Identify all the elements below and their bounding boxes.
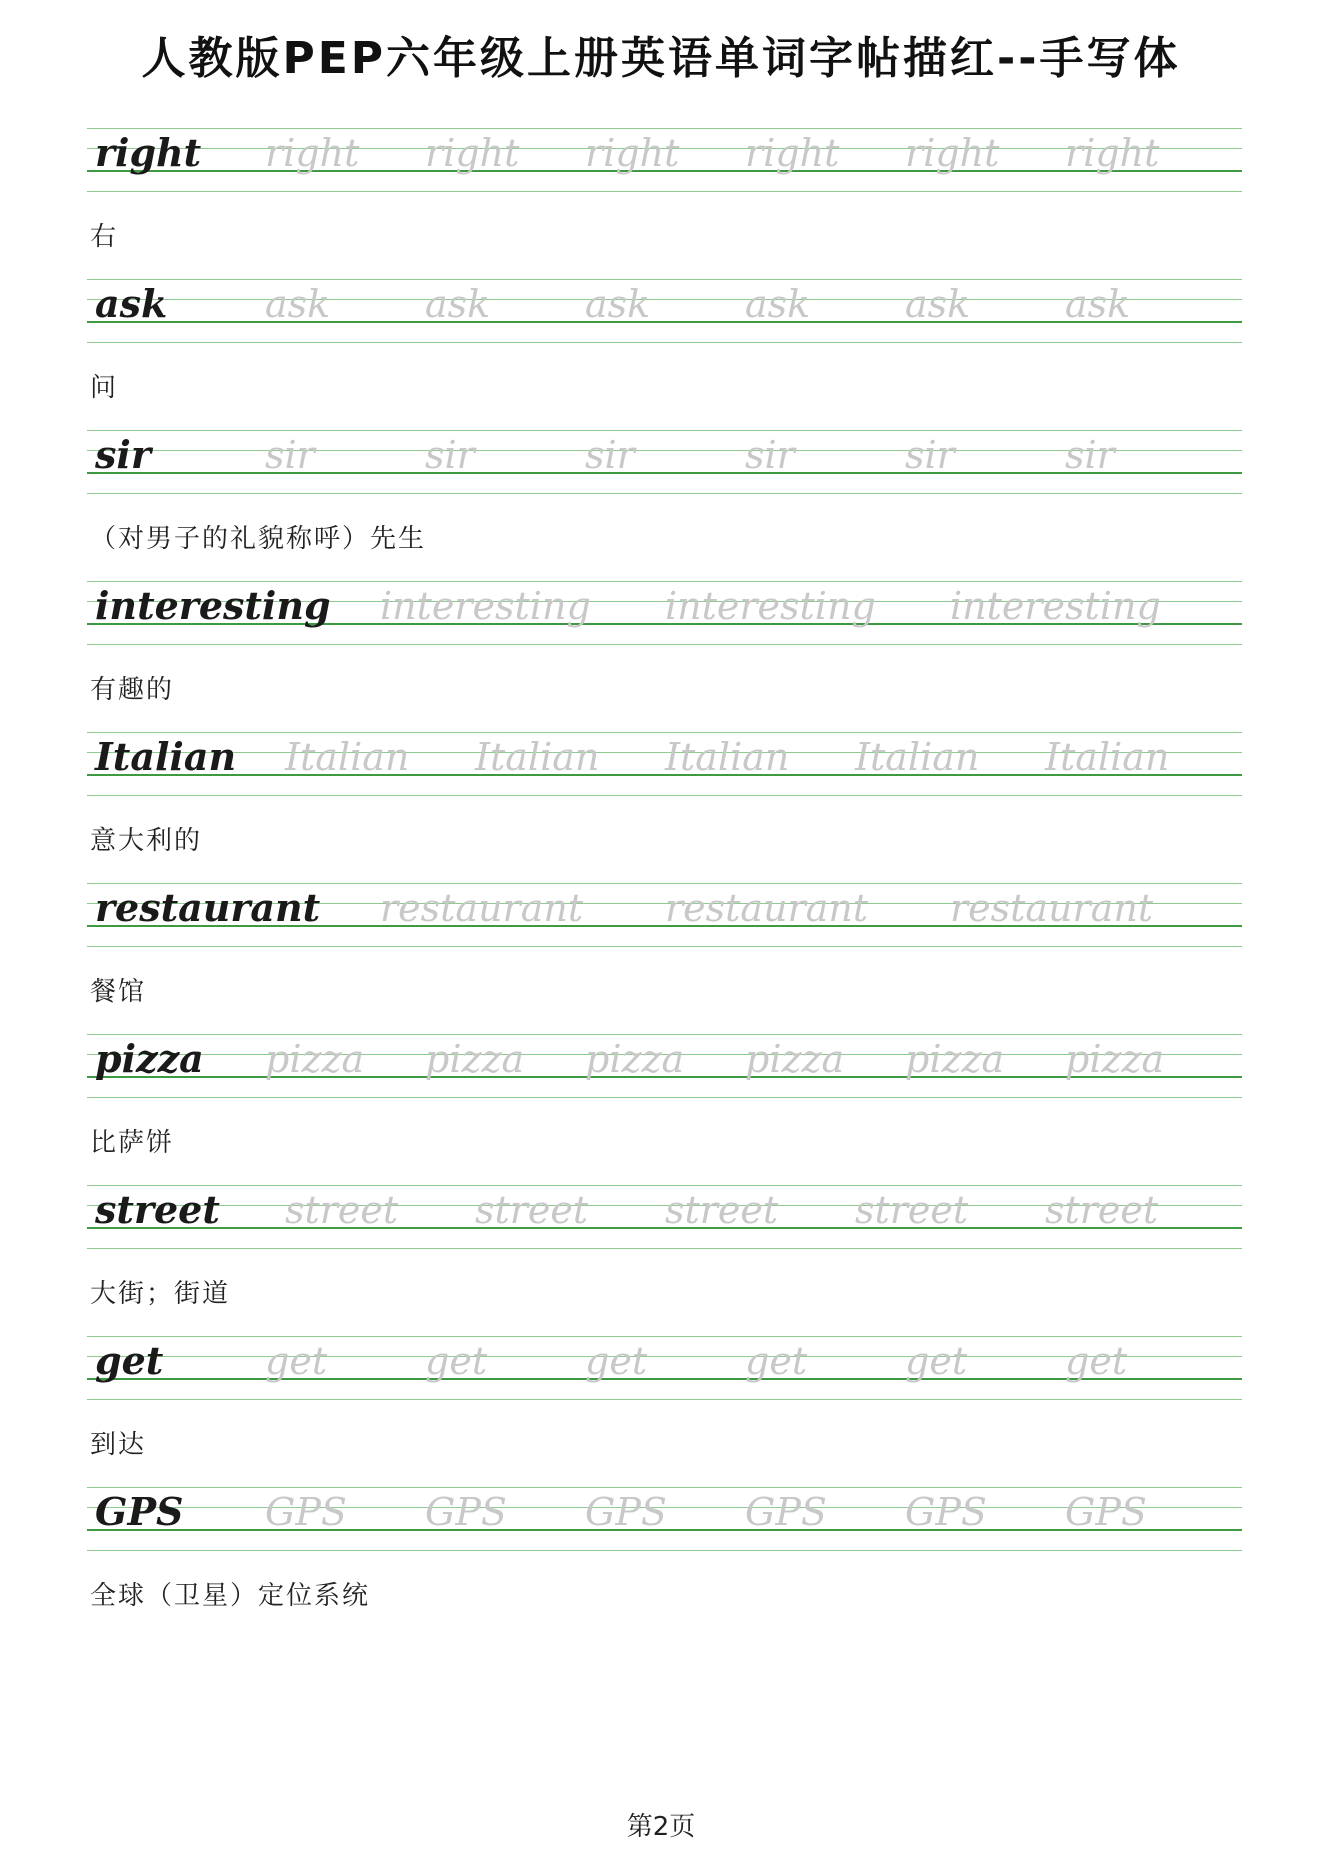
trace-word: GPS xyxy=(905,1490,987,1534)
trace-word: right xyxy=(425,131,520,175)
trace-word: get xyxy=(905,1339,968,1383)
trace-word: GPS xyxy=(1065,1490,1147,1534)
sample-word: street xyxy=(95,1187,220,1232)
page-number: 第2页 xyxy=(626,1812,696,1842)
word-meaning: 比萨饼 xyxy=(90,1128,175,1158)
word-entry xyxy=(0,732,1322,882)
trace-word: right xyxy=(585,131,680,175)
trace-word: pizza xyxy=(745,1037,845,1081)
trace-word: get xyxy=(425,1339,488,1383)
word-row xyxy=(95,1336,1245,1400)
sample-word: get xyxy=(95,1338,164,1383)
trace-word: get xyxy=(585,1339,648,1383)
trace-word: pizza xyxy=(585,1037,685,1081)
word-row xyxy=(95,581,1245,645)
trace-word: GPS xyxy=(265,1490,347,1534)
trace-word: street xyxy=(285,1188,399,1232)
word-row xyxy=(95,128,1245,192)
trace-word: ask xyxy=(1065,282,1131,326)
trace-word: ask xyxy=(425,282,491,326)
trace-word: pizza xyxy=(905,1037,1005,1081)
trace-word: GPS xyxy=(585,1490,667,1534)
trace-word: ask xyxy=(745,282,811,326)
word-entry xyxy=(0,883,1322,1033)
trace-word: Italian xyxy=(475,735,600,779)
trace-word: sir xyxy=(745,433,795,477)
trace-word: ask xyxy=(585,282,651,326)
word-row xyxy=(95,1034,1245,1098)
word-row xyxy=(95,430,1245,494)
trace-word: Italian xyxy=(285,735,410,779)
word-entry xyxy=(0,1034,1322,1184)
page-title: 人教版PEP六年级上册英语单词字帖描红--手写体 xyxy=(141,33,1181,84)
word-row xyxy=(95,1487,1245,1551)
trace-word: sir xyxy=(425,433,475,477)
trace-word: right xyxy=(1065,131,1160,175)
word-entry xyxy=(0,279,1322,429)
trace-word: right xyxy=(265,131,360,175)
trace-word: ask xyxy=(905,282,971,326)
word-meaning: 全球（卫星）定位系统 xyxy=(90,1581,371,1611)
sample-word: GPS xyxy=(95,1489,184,1534)
trace-word: street xyxy=(475,1188,589,1232)
word-meaning: 意大利的 xyxy=(90,826,203,856)
trace-word: GPS xyxy=(425,1490,507,1534)
trace-word: pizza xyxy=(425,1037,525,1081)
trace-word: get xyxy=(1065,1339,1128,1383)
word-meaning: 右 xyxy=(90,222,119,252)
trace-word: right xyxy=(745,131,840,175)
trace-word: street xyxy=(855,1188,969,1232)
word-entry xyxy=(0,1487,1322,1637)
trace-word: sir xyxy=(585,433,635,477)
trace-word: pizza xyxy=(1065,1037,1165,1081)
trace-word: restaurant xyxy=(380,886,584,930)
trace-word: get xyxy=(745,1339,808,1383)
word-row xyxy=(95,732,1245,796)
trace-word: GPS xyxy=(745,1490,827,1534)
word-row xyxy=(95,279,1245,343)
sample-word: Italian xyxy=(95,734,237,779)
word-entry xyxy=(0,581,1322,731)
trace-word: interesting xyxy=(380,584,591,628)
sample-word: interesting xyxy=(95,583,331,628)
trace-word: get xyxy=(265,1339,328,1383)
word-entry xyxy=(0,1185,1322,1335)
trace-word: restaurant xyxy=(665,886,869,930)
trace-word: sir xyxy=(1065,433,1115,477)
word-meaning: （对男子的礼貌称呼）先生 xyxy=(90,524,427,554)
word-row xyxy=(95,883,1245,947)
word-entry xyxy=(0,430,1322,580)
word-meaning: 大街；街道 xyxy=(90,1279,231,1309)
sample-word: ask xyxy=(95,281,168,326)
trace-word: pizza xyxy=(265,1037,365,1081)
trace-word: street xyxy=(1045,1188,1159,1232)
word-meaning: 到达 xyxy=(90,1430,147,1460)
word-row xyxy=(95,1185,1245,1249)
trace-word: restaurant xyxy=(950,886,1154,930)
trace-word: Italian xyxy=(665,735,790,779)
trace-word: Italian xyxy=(1045,735,1170,779)
trace-word: right xyxy=(905,131,1000,175)
word-meaning: 问 xyxy=(90,373,119,403)
trace-word: interesting xyxy=(665,584,876,628)
sample-word: pizza xyxy=(95,1036,204,1081)
sample-word: sir xyxy=(95,432,151,477)
word-meaning: 餐馆 xyxy=(90,977,147,1007)
word-entry xyxy=(0,1336,1322,1486)
trace-word: ask xyxy=(265,282,331,326)
sample-word: right xyxy=(95,130,202,175)
word-entry xyxy=(0,128,1322,278)
trace-word: Italian xyxy=(855,735,980,779)
word-meaning: 有趣的 xyxy=(90,675,175,705)
trace-word: street xyxy=(665,1188,779,1232)
trace-word: interesting xyxy=(950,584,1161,628)
sample-word: restaurant xyxy=(95,885,321,930)
trace-word: sir xyxy=(905,433,955,477)
trace-word: sir xyxy=(265,433,315,477)
